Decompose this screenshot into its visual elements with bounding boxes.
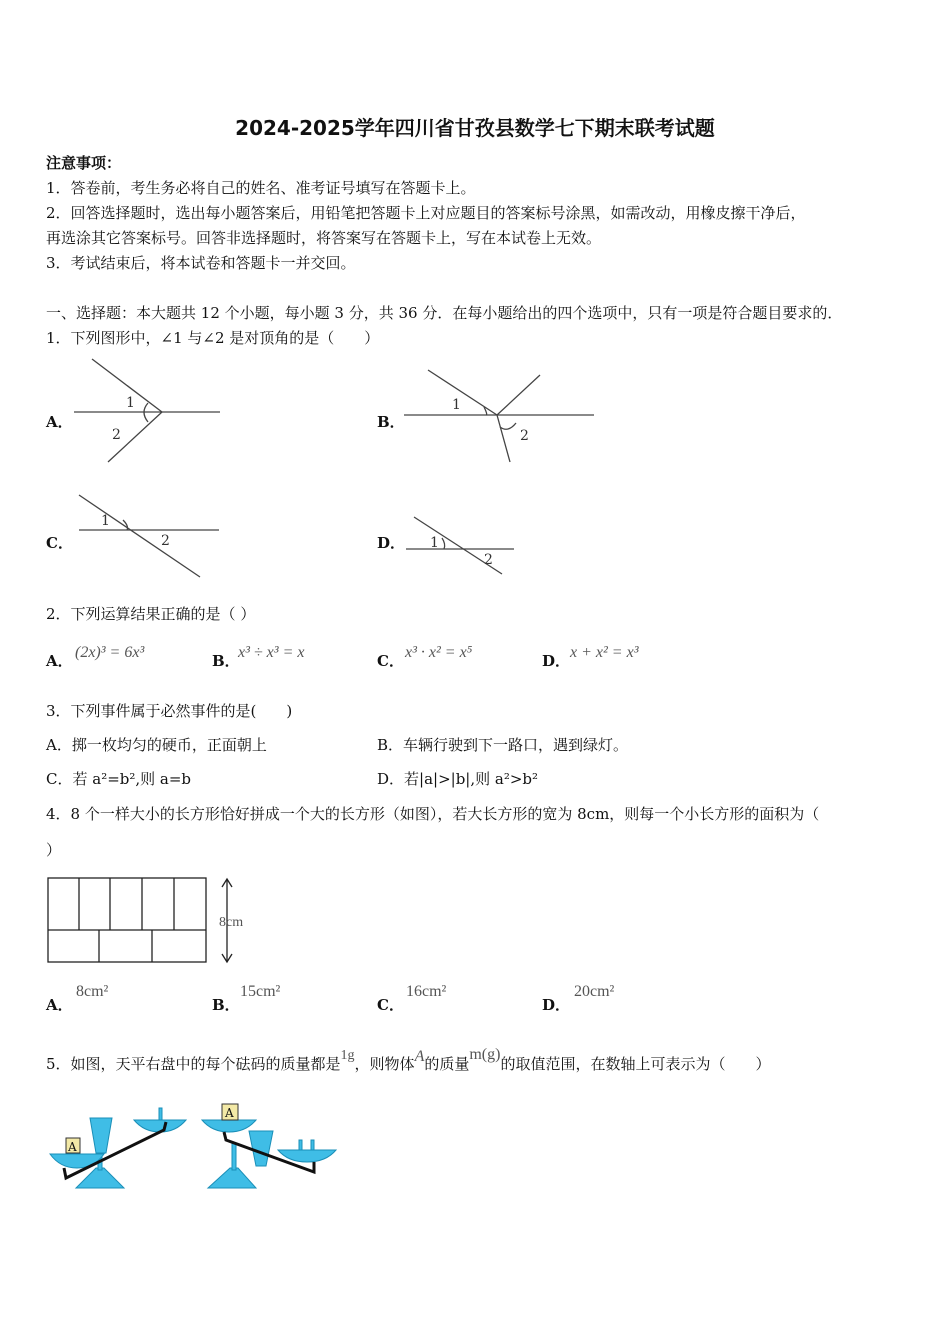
q2-option-a-label[interactable]: A． [46,652,73,670]
q3-option-a[interactable]: A．掷一枚均匀的硬币，正面朝上 [46,736,267,754]
svg-text:2: 2 [484,552,493,568]
box-label-right: A [225,1106,234,1120]
box-label-left: A [68,1140,77,1154]
q4-stem: 4．8 个一样大小的长方形恰好拼成一个大的长方形（如图），若大长方形的宽为 8cm，则每一个小长方形的面积为（ [46,805,820,823]
q2-option-d-label[interactable]: D． [542,652,571,670]
q2-stem: 2．下列运算结果正确的是（ ） [46,605,256,623]
rectangle-figure [46,875,246,967]
q2-option-c-expr: x³ · x² = x⁵ [405,644,473,661]
q5-object: A [414,1048,425,1065]
svg-text:2: 2 [520,428,529,444]
svg-text:2: 2 [112,427,121,443]
angle-figure-b [400,365,600,465]
notes-heading: 注意事项： [46,154,122,172]
q4-option-c-value: 16cm² [406,983,447,1000]
q5-stem-a: 5．如图，天平右盘中的每个砝码的质量都是 [46,1055,341,1073]
q5-unit: 1g [340,1048,355,1063]
q3-stem: 3．下列事件属于必然事件的是( ) [46,702,293,720]
page-title: 2024-2025学年四川省甘孜县数学七下期末联考试题 [235,116,715,140]
q2-option-b-expr: x³ ÷ x³ = x [238,644,305,661]
q4-stem-end: ） [46,841,62,859]
q4-option-d-label[interactable]: D． [542,996,571,1014]
q1-option-b[interactable]: B． [377,413,405,431]
q1-stem: 1．下列图形中，∠1 与∠2 是对顶角的是（ ） [46,329,380,347]
q2-option-a-expr: (2x)³ = 6x³ [75,644,145,661]
note-item: 2．回答选择题时，选出每小题答案后，用铅笔把答题卡上对应题目的答案标号涂黑，如需改动，用橡皮擦干净后， [46,204,806,222]
svg-text:2: 2 [161,533,170,549]
section-heading: 一、选择题：本大题共 12 个小题，每小题 3 分，共 36 分．在每小题给出的四个选项中，只有一项是符合题目要求的． [46,304,843,322]
angle-figure-c [75,490,225,582]
svg-text:1: 1 [126,395,135,411]
q5-stem-b: ，则物体 [354,1055,415,1073]
q4-option-b-value: 15cm² [240,983,281,1000]
q5-stem-d: 的取值范围，在数轴上可表示为（ ） [500,1055,771,1073]
angle-figure-d [402,512,517,577]
svg-text:1: 1 [430,535,439,551]
q1-option-c[interactable]: C． [46,534,73,552]
q5-stem [46,1046,771,1074]
note-item: 3．考试结束后，将本试卷和答题卡一并交回。 [46,254,356,272]
q4-option-a-value: 8cm² [76,983,109,1000]
q4-option-d-value: 20cm² [574,983,615,1000]
q4-option-b-label[interactable]: B． [212,996,240,1014]
svg-text:1: 1 [452,397,461,413]
balance-scales-figure [46,1098,341,1193]
note-item: 1．答卷前，考生务必将自己的姓名、准考证号填写在答题卡上。 [46,179,476,197]
q2-option-b-label[interactable]: B． [212,652,240,670]
q3-option-d[interactable]: D．若|a|>|b|,则 a²>b² [377,770,539,788]
q5-stem-c: 的质量 [424,1055,470,1073]
q1-option-d[interactable]: D． [377,534,406,552]
q5-variable: m(g) [469,1046,501,1063]
width-label: 8cm [219,915,244,930]
angle-figure-a [70,355,230,470]
q2-option-c-label[interactable]: C． [377,652,404,670]
q1-option-a[interactable]: A． [46,413,73,431]
svg-text:1: 1 [101,513,110,529]
q4-option-a-label[interactable]: A． [46,996,73,1014]
q3-option-c[interactable]: C．若 a²=b²,则 a=b [46,770,192,788]
q2-option-d-expr: x + x² = x³ [570,644,639,661]
q3-option-b[interactable]: B．车辆行驶到下一路口，遇到绿灯。 [377,736,629,754]
q4-option-c-label[interactable]: C． [377,996,404,1014]
note-item: 再选涂其它答案标号。回答非选择题时，将答案写在答题卡上，写在本试卷上无效。 [46,229,602,247]
